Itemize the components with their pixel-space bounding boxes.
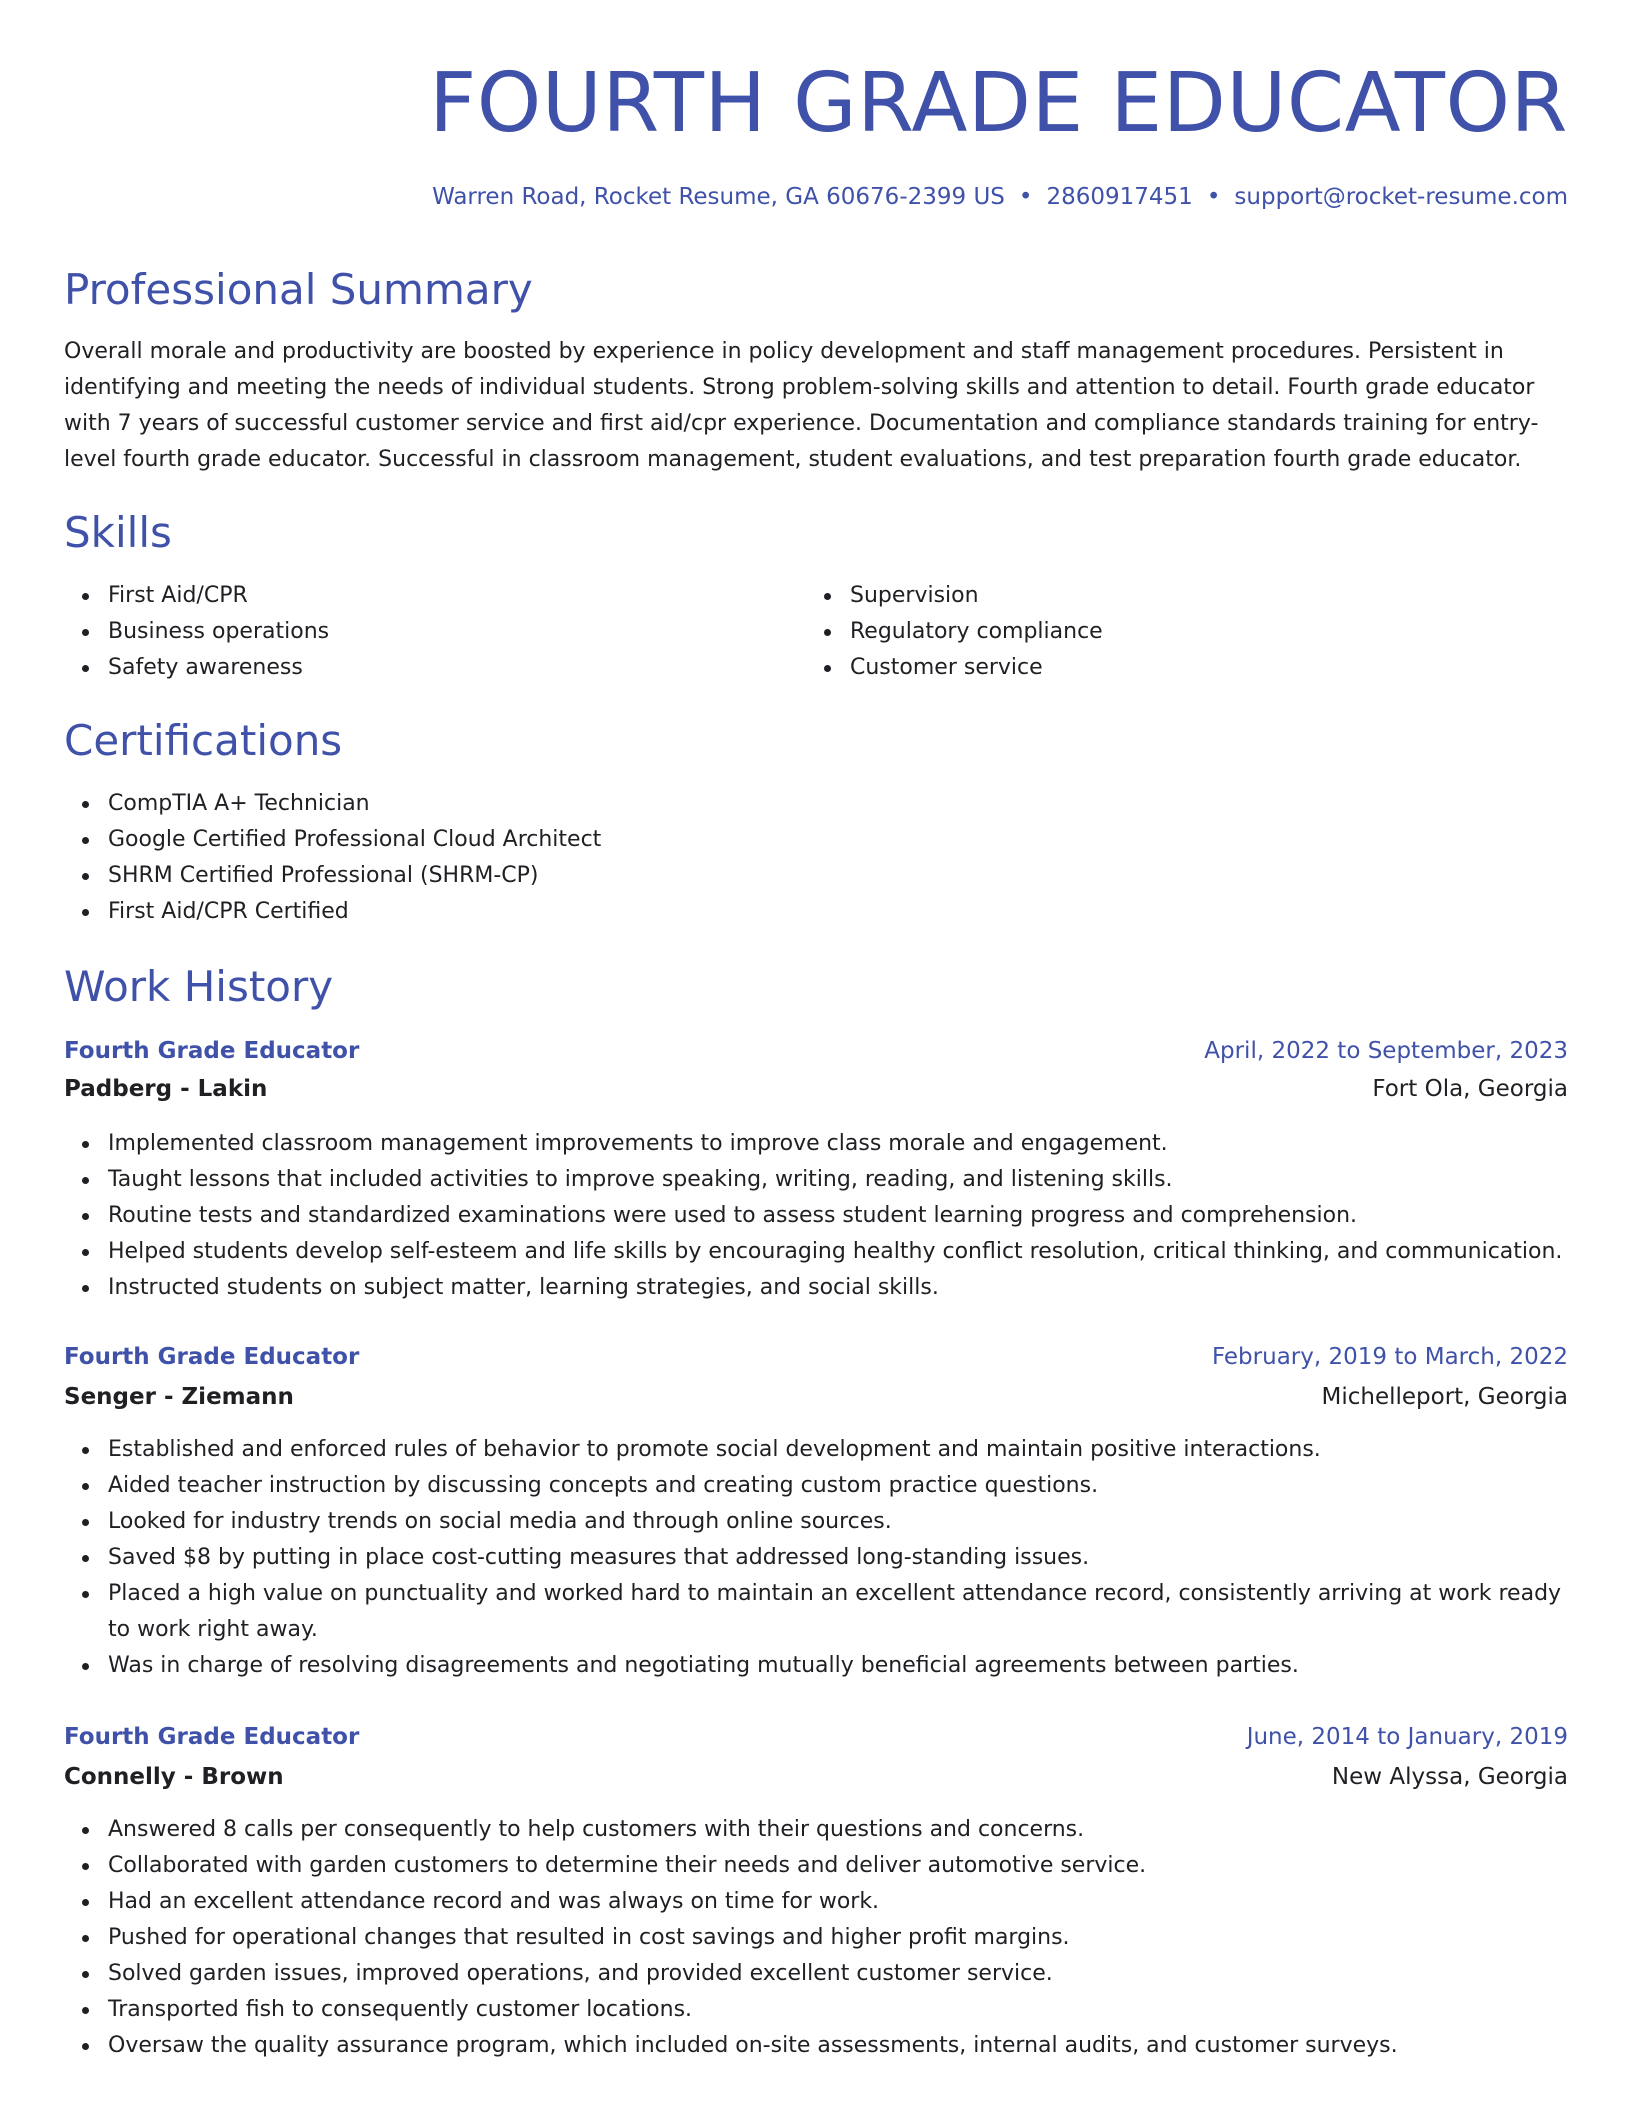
summary-text: Overall morale and productivity are boosted by experience in policy development and staff management procedures. Persistent in identifying and meeting the needs of individual students. Strong problem-solving skills and attention to detail. Fourth grade educator with 7 years of successful customer service and first aid/cpr experience. Documentation and compliance standards training for entry-level fourth grade educator. Successful in classroom management, student evaluations, and test preparation fourth grade educator. — [64, 339, 1539, 472]
job-title: Fourth Grade Educator — [64, 1038, 360, 1064]
job-bullet: Taught lessons that included activities to improve speaking, writing, reading, and listening skills. — [108, 1162, 1568, 1198]
contact-separator: • — [1206, 184, 1221, 210]
job-bullet: Helped students develop self-esteem and life skills by encouraging healthy conflict resolution, critical thinking, and communication. — [108, 1234, 1568, 1270]
skill-item: Safety awareness — [108, 650, 329, 686]
certification-item: First Aid/CPR Certified — [108, 894, 601, 930]
job-bullets — [64, 1126, 1568, 1306]
contact-phone: 2860917451 — [1046, 184, 1193, 210]
skill-item: Regulatory compliance — [850, 614, 1103, 650]
job-title: Fourth Grade Educator — [64, 1344, 360, 1370]
job-bullet: Aided teacher instruction by discussing concepts and creating custom practice questions. — [108, 1468, 1568, 1504]
job-header-row — [64, 1718, 1568, 1756]
job-bullet: Oversaw the quality assurance program, which included on-site assessments, internal audits, and customer surveys. — [108, 2028, 1568, 2064]
skill-item: Customer service — [850, 650, 1103, 686]
job-bullet: Instructed students on subject matter, learning strategies, and social skills. — [108, 1270, 1568, 1306]
contact-email: support@rocket-resume.com — [1234, 184, 1568, 210]
contact-line — [432, 180, 1568, 214]
job-bullet: Implemented classroom management improvements to improve class morale and engagement. — [108, 1126, 1568, 1162]
job-company-row — [64, 1758, 1568, 1796]
skills-list-right — [806, 578, 1103, 686]
job-bullet: Established and enforced rules of behavior to promote social development and maintain positive interactions. — [108, 1432, 1568, 1468]
job-company: Connelly - Brown — [64, 1764, 284, 1790]
job-bullet: Had an excellent attendance record and was always on time for work. — [108, 1884, 1568, 1920]
job-bullet: Collaborated with garden customers to determine their needs and deliver automotive service. — [108, 1848, 1568, 1884]
job-dates: June, 2014 to January, 2019 — [1246, 1724, 1568, 1750]
job-company: Senger - Ziemann — [64, 1384, 294, 1410]
job-location: Fort Ola, Georgia — [1372, 1076, 1568, 1102]
certification-item: SHRM Certified Professional (SHRM-CP) — [108, 858, 601, 894]
job-location: New Alyssa, Georgia — [1331, 1764, 1568, 1790]
certification-item: Google Certified Professional Cloud Architect — [108, 822, 601, 858]
skills-heading: Skills — [64, 508, 172, 557]
job-bullets — [64, 1812, 1568, 2064]
job-header-row — [64, 1338, 1568, 1376]
job-bullets — [64, 1432, 1568, 1684]
skill-item: First Aid/CPR — [108, 578, 329, 614]
job-bullet: Answered 8 calls per consequently to help customers with their questions and concerns. — [108, 1812, 1568, 1848]
job-company-row — [64, 1070, 1568, 1108]
skill-item: Business operations — [108, 614, 329, 650]
job-bullet: Looked for industry trends on social media and through online sources. — [108, 1504, 1568, 1540]
certifications-heading: Certifications — [64, 716, 343, 765]
job-dates: February, 2019 to March, 2022 — [1211, 1344, 1568, 1370]
job-company-row — [64, 1378, 1568, 1416]
job-title: Fourth Grade Educator — [64, 1724, 360, 1750]
contact-separator: • — [1018, 184, 1033, 210]
job-bullet: Solved garden issues, improved operations, and provided excellent customer service. — [108, 1956, 1568, 1992]
job-bullet: Saved $8 by putting in place cost-cutting measures that addressed long-standing issues. — [108, 1540, 1568, 1576]
job-company: Padberg - Lakin — [64, 1076, 268, 1102]
job-bullet: Placed a high value on punctuality and worked hard to maintain an excellent attendance record, consistently arriving at work ready to work right away. — [108, 1576, 1568, 1648]
summary-heading: Professional Summary — [64, 265, 533, 314]
job-location: Michelleport, Georgia — [1321, 1384, 1568, 1410]
skill-item: Supervision — [850, 578, 1103, 614]
job-dates: April, 2022 to September, 2023 — [1204, 1038, 1568, 1064]
certification-item: CompTIA A+ Technician — [108, 786, 601, 822]
resume-title: FOURTH GRADE EDUCATOR — [429, 56, 1568, 151]
work-history-heading: Work History — [64, 962, 334, 1011]
job-header-row — [64, 1032, 1568, 1070]
job-bullet: Transported fish to consequently customer locations. — [108, 1992, 1568, 2028]
skills-list-left — [64, 578, 329, 686]
job-bullet: Pushed for operational changes that resulted in cost savings and higher profit margins. — [108, 1920, 1568, 1956]
certifications-list — [64, 786, 601, 930]
contact-address: Warren Road, Rocket Resume, GA 60676-2399 US — [432, 184, 1005, 210]
job-bullet: Was in charge of resolving disagreements and negotiating mutually beneficial agreements between parties. — [108, 1648, 1568, 1684]
job-bullet: Routine tests and standardized examinations were used to assess student learning progress and comprehension. — [108, 1198, 1568, 1234]
